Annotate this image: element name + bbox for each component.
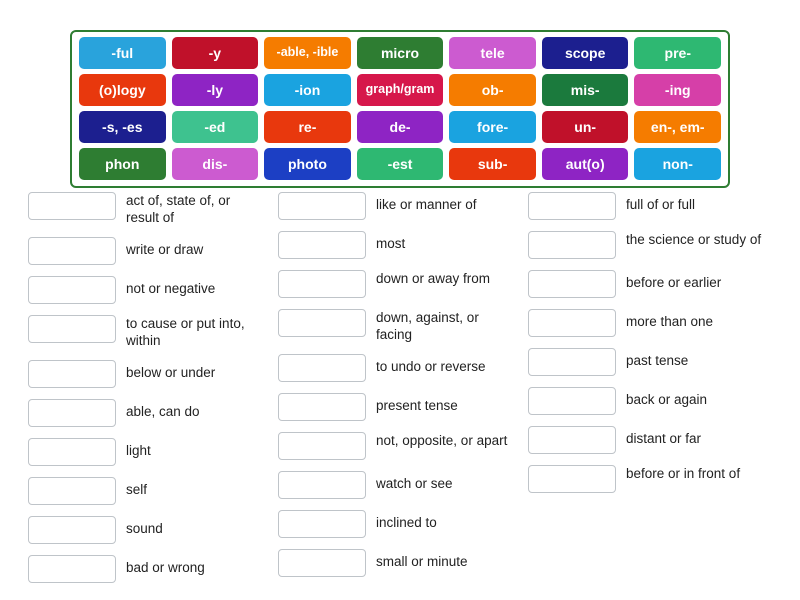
tile-tele[interactable]: tele [449,37,536,69]
list-item [28,276,268,304]
list-item [278,471,518,499]
definition-text: to cause or put into, within [126,316,245,348]
definition-text: most [376,236,406,251]
definition-text: below or under [126,365,216,380]
drop-slot[interactable] [528,426,616,454]
drop-slot[interactable] [278,393,366,421]
drop-slot[interactable] [278,231,366,259]
drop-slot[interactable] [278,270,366,298]
definition-text: not, opposite, or apart [376,433,508,448]
list-item [528,192,772,220]
definition-text: write or draw [126,242,204,257]
tile-de[interactable]: de- [357,111,444,143]
list-item [528,426,772,454]
drop-slot[interactable] [28,516,116,544]
list-item [278,393,518,421]
definition-text: before or in front of [626,466,741,481]
definition-text: down or away from [376,271,491,286]
drop-slot[interactable] [28,315,116,343]
list-item [28,555,268,583]
list-item [278,309,518,343]
drop-slot[interactable] [528,387,616,415]
tile-fore[interactable]: fore- [449,111,536,143]
tile-phon[interactable]: phon [79,148,166,180]
list-item [28,192,268,226]
tile-est[interactable]: -est [357,148,444,180]
tile-ology[interactable]: (o)logy [79,74,166,106]
list-item [528,348,772,376]
tile-graph-gram[interactable]: graph/gram [357,74,444,106]
answer-column-3 [528,192,772,504]
tile-ion[interactable]: -ion [264,74,351,106]
drop-slot[interactable] [28,192,116,220]
tile-ly[interactable]: -ly [172,74,259,106]
drop-slot[interactable] [28,438,116,466]
tile-auto[interactable]: aut(o) [542,148,629,180]
drop-slot[interactable] [278,432,366,460]
definition-text: act of, state of, or result of [126,193,231,225]
list-item [28,438,268,466]
tile-row [76,37,724,69]
definition-text: able, can do [126,404,200,419]
tile-row [76,74,724,106]
definition-text: to undo or reverse [376,359,486,374]
drop-slot[interactable] [528,309,616,337]
drop-slot[interactable] [528,270,616,298]
tile-y[interactable]: -y [172,37,259,69]
definition-text: past tense [626,353,689,368]
list-item [28,237,268,265]
drop-slot[interactable] [278,510,366,538]
definition-text: down, against, or facing [376,310,479,342]
drop-slot[interactable] [28,360,116,388]
drop-slot[interactable] [278,354,366,382]
tile-row [76,111,724,143]
list-item [528,270,772,298]
definition-text: more than one [626,314,714,329]
drop-slot[interactable] [278,309,366,337]
list-item [278,510,518,538]
list-item [528,387,772,415]
drop-slot[interactable] [278,549,366,577]
definition-text: before or earlier [626,275,722,290]
tile-able-ible[interactable]: -able, -ible [264,37,351,69]
list-item [28,315,268,349]
definition-text: back or again [626,392,708,407]
list-item [278,354,518,382]
list-item [28,360,268,388]
tile-un[interactable]: un- [542,111,629,143]
list-item [278,432,518,460]
definition-text: present tense [376,398,458,413]
tile-bank [70,30,730,188]
list-item [28,477,268,505]
tile-micro[interactable]: micro [357,37,444,69]
tile-ob[interactable]: ob- [449,74,536,106]
definition-text: light [126,443,151,458]
answer-column-1 [28,192,268,594]
definition-text: like or manner of [376,197,477,212]
tile-sub[interactable]: sub- [449,148,536,180]
list-item [278,270,518,298]
drop-slot[interactable] [28,555,116,583]
tile-pre[interactable]: pre- [634,37,721,69]
drop-slot[interactable] [528,348,616,376]
definition-text: watch or see [376,476,453,491]
tile-mis[interactable]: mis- [542,74,629,106]
drop-slot[interactable] [528,231,616,259]
definition-text: distant or far [626,431,702,446]
list-item [528,465,772,493]
tile-ful[interactable]: -ful [79,37,166,69]
tile-row [76,148,724,180]
definition-text: small or minute [376,554,468,569]
drop-slot[interactable] [528,465,616,493]
list-item [28,516,268,544]
list-item [528,309,772,337]
tile-en-em[interactable]: en-, em- [634,111,721,143]
definition-text: not or negative [126,281,216,296]
tile-photo[interactable]: photo [264,148,351,180]
list-item [528,231,772,259]
definition-text: inclined to [376,515,437,530]
answer-column-2 [278,192,518,588]
definition-text: bad or wrong [126,560,205,575]
drop-slot[interactable] [28,399,116,427]
drop-slot[interactable] [28,237,116,265]
tile-non[interactable]: non- [634,148,721,180]
definition-text: the science or study of [626,232,762,247]
definition-text: self [126,482,148,497]
list-item [278,549,518,577]
drop-slot[interactable] [278,192,366,220]
drop-slot[interactable] [528,192,616,220]
tile-scope[interactable]: scope [542,37,629,69]
tile-dis[interactable]: dis- [172,148,259,180]
list-item [278,231,518,259]
definition-text: sound [126,521,163,536]
tile-s-es[interactable]: -s, -es [79,111,166,143]
tile-ed[interactable]: -ed [172,111,259,143]
definition-text: full of or full [626,197,696,212]
drop-slot[interactable] [28,276,116,304]
drop-slot[interactable] [278,471,366,499]
drop-slot[interactable] [28,477,116,505]
list-item [278,192,518,220]
tile-ing[interactable]: -ing [634,74,721,106]
tile-re[interactable]: re- [264,111,351,143]
list-item [28,399,268,427]
